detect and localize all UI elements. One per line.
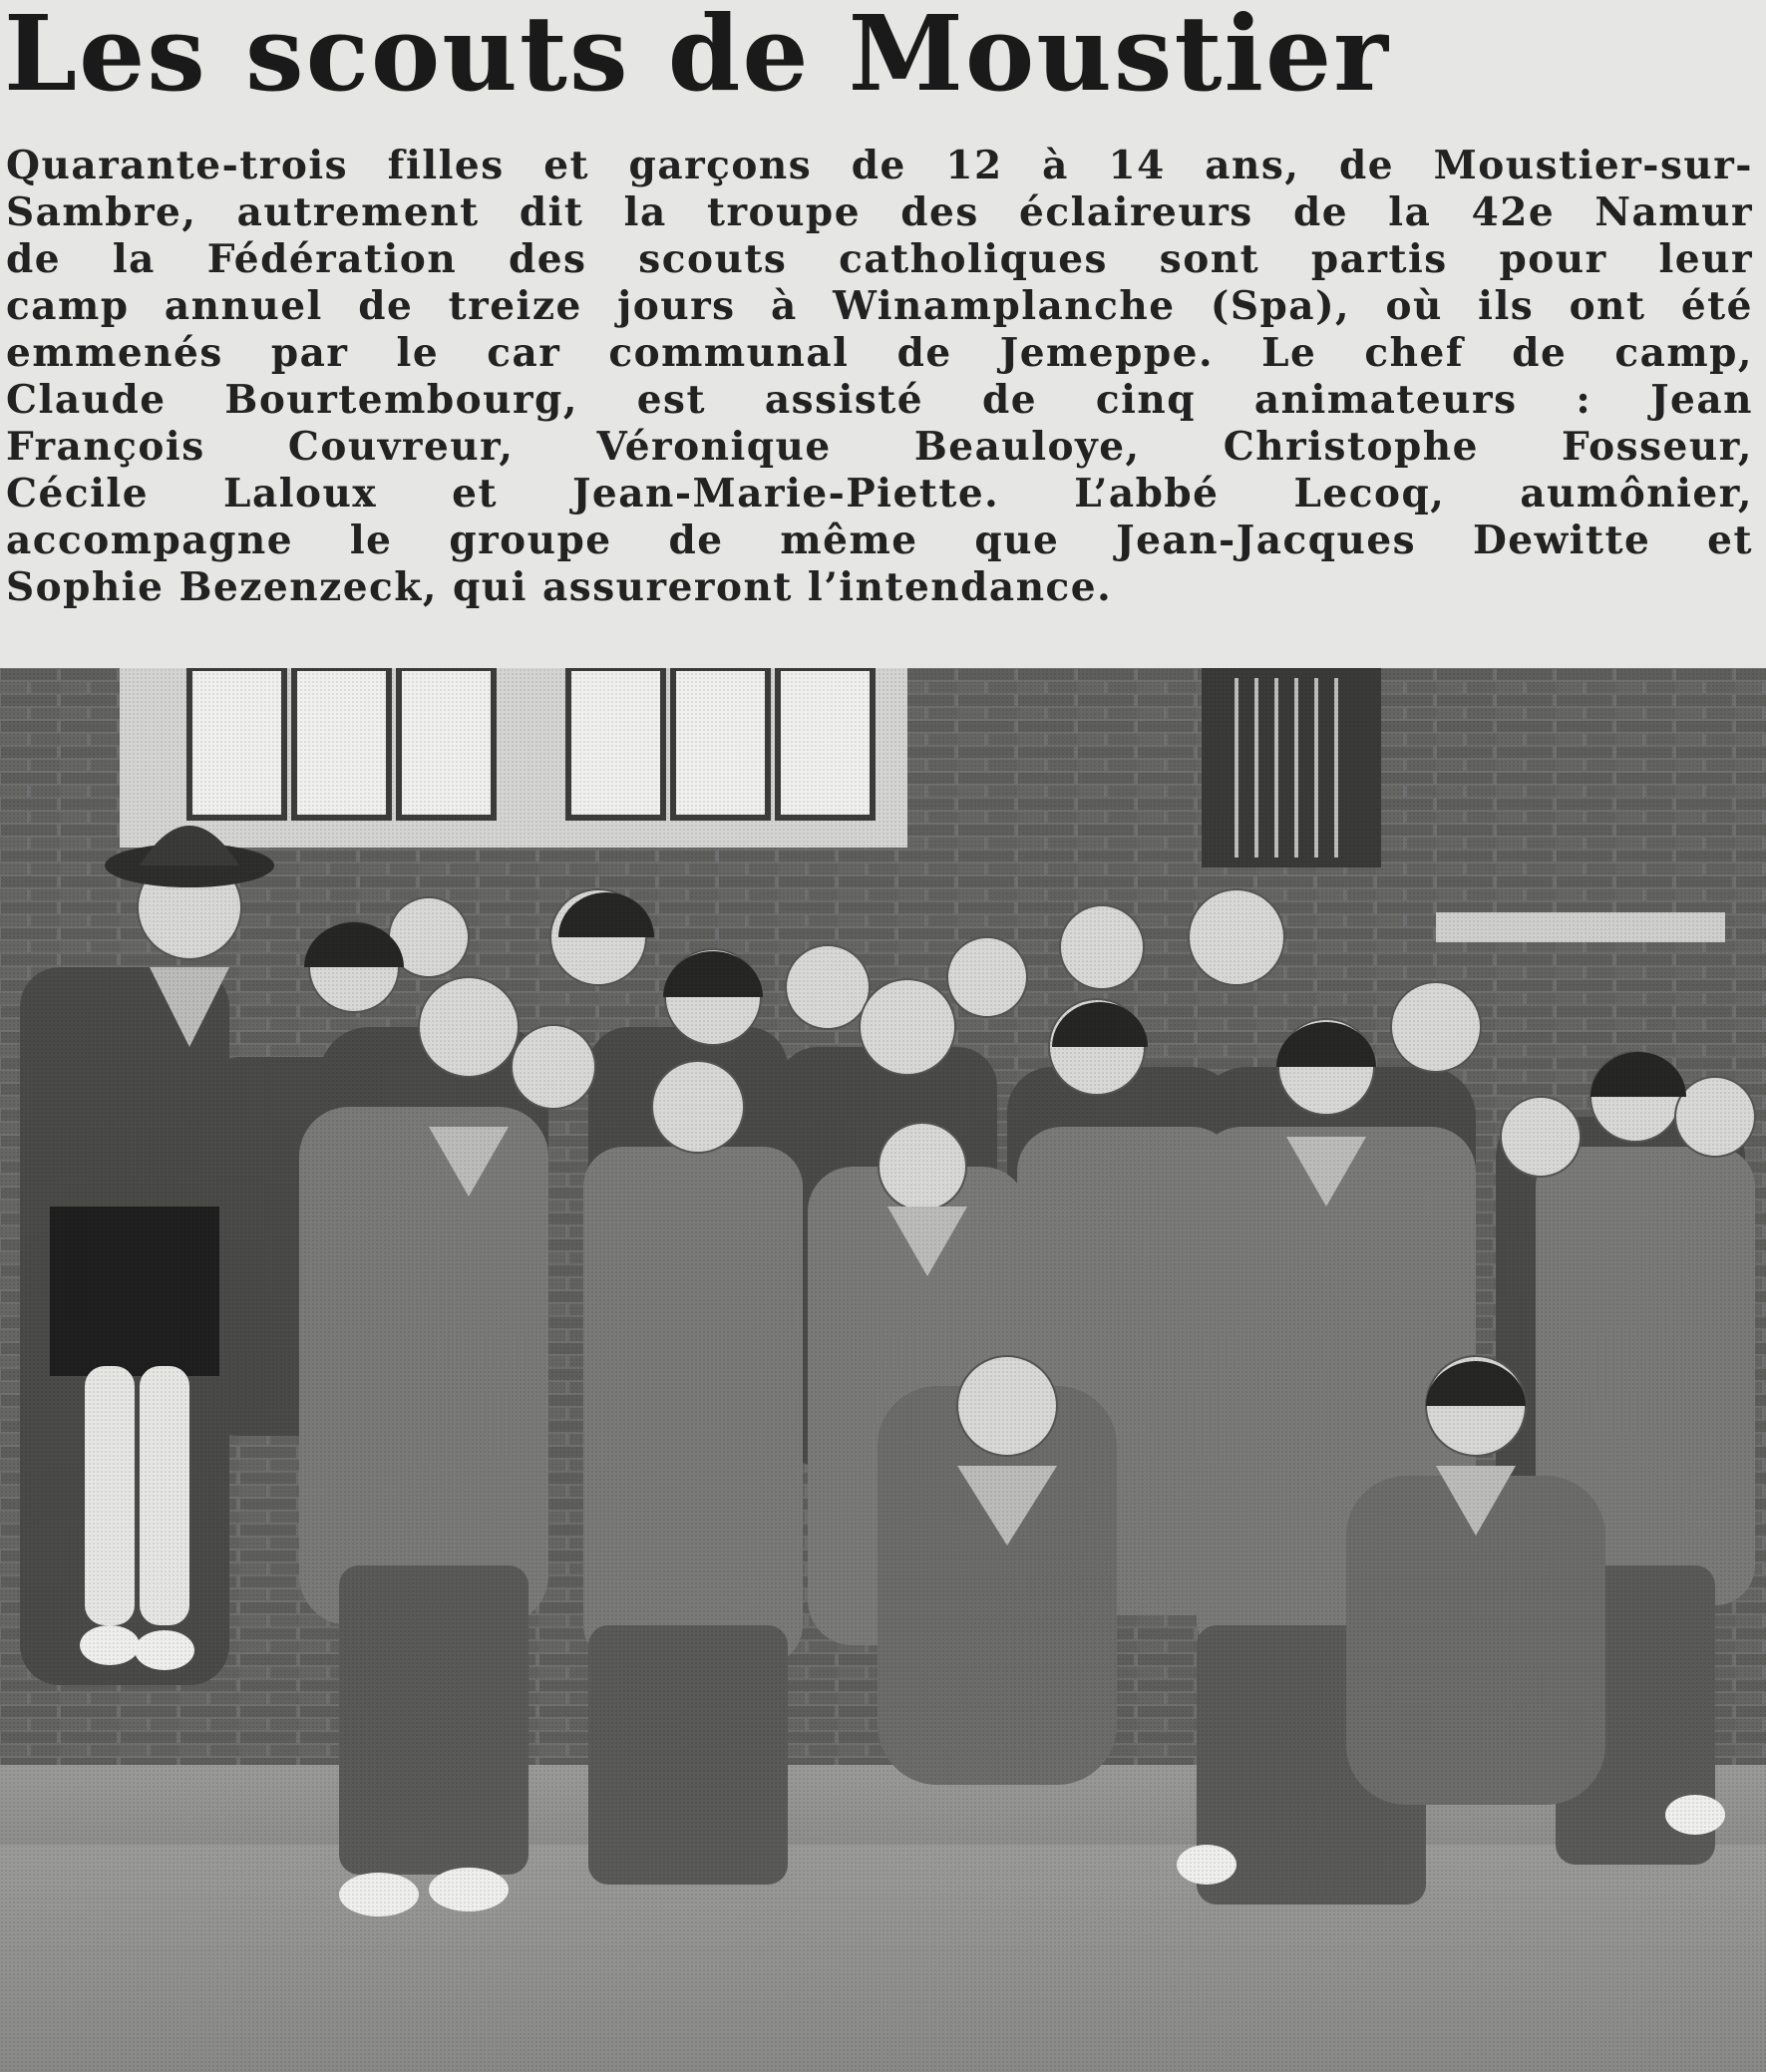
- article-line: emmenés par le car communal de Jemeppe. Le chef de camp,: [6, 330, 1753, 376]
- group-photo: [0, 668, 1766, 2072]
- group-photo-illustration: [0, 668, 1766, 2072]
- article-line: camp annuel de treize jours à Winamplanche (Spa), où ils ont été: [6, 283, 1753, 329]
- article-line: Cécile Laloux et Jean-Marie-Piette. L’abbé Lecoq, aumônier,: [6, 471, 1753, 517]
- article-line: Quarante-trois filles et garçons de 12 à 14 ans, de Moustier-sur-: [6, 143, 1753, 188]
- article-line: Sophie Bezenzeck, qui assureront l’intendance.: [6, 564, 1113, 610]
- article-body: [6, 143, 1753, 611]
- article-line: accompagne le groupe de même que Jean-Jacques Dewitte et: [6, 518, 1753, 563]
- headline: Les scouts de Moustier: [4, 0, 1390, 115]
- article-line: Claude Bourtembourg, est assisté de cinq animateurs : Jean: [6, 377, 1753, 423]
- article-line: Sambre, autrement dit la troupe des éclaireurs de la 42e Namur: [6, 189, 1753, 235]
- article-line: François Couvreur, Véronique Beauloye, Christophe Fosseur,: [6, 424, 1753, 470]
- article-line: de la Fédération des scouts catholiques sont partis pour leur: [6, 236, 1753, 282]
